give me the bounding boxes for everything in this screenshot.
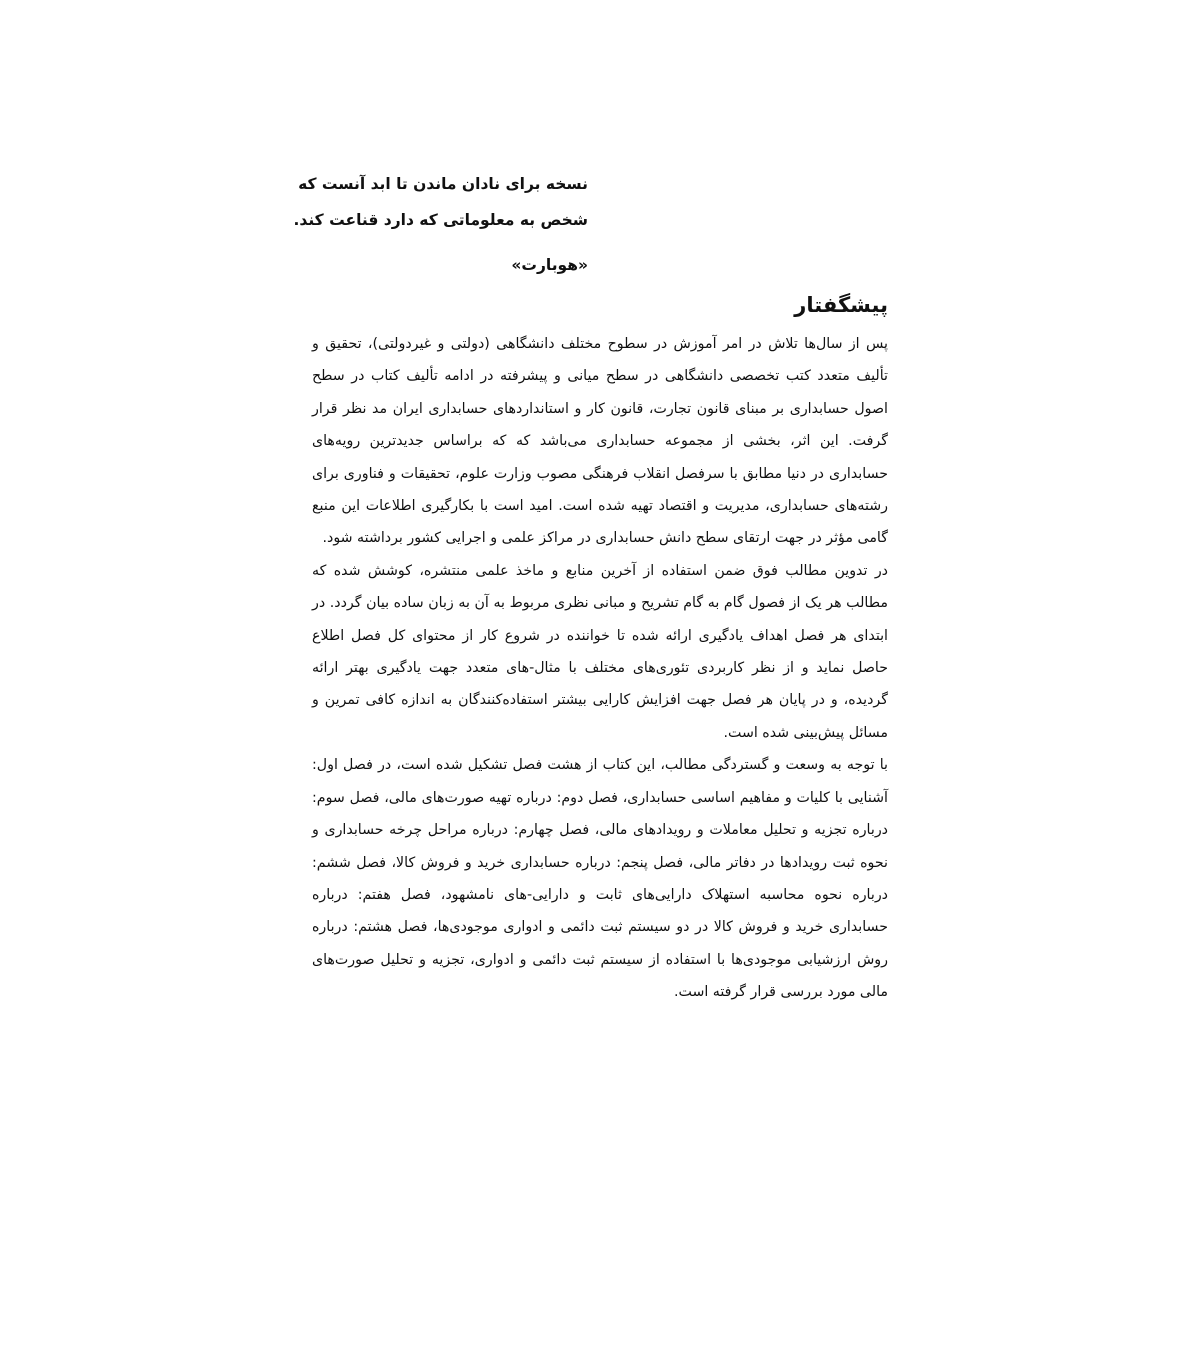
paragraph-3: با توجه به وسعت و گستردگی مطالب، این کتاب از هشت فصل تشکیل شده است، در فصل اول: آشنایی با کلیات و مفاهیم اساسی حسابداری، فصل دوم: درباره تهیه صورت‌های مالی، فصل سوم: درباره تجزیه و تحلیل معاملات و رویدادهای مالی، فصل چهارم: درباره مراحل چرخه حسابداری و نحوه ثبت رویدادها در دفاتر مالی، فصل پنجم: درباره حسابداری خرید و فروش کالا، فصل ششم: درباره نحوه محاسبه استهلاک دارایی‌های ثابت و دارایی-های نامشهود، فصل هفتم: درباره حسابداری خرید و فروش کالا در دو سیستم ثبت دائمی و ادواری موجودی‌ها، فصل هشتم: درباره روش ارزشیابی موجودی‌ها با استفاده از سیستم ثبت دائمی و ادواری، تجزیه و تحلیل صورت‌های مالی مورد بررسی قرار گرفته است. [312, 757, 888, 1001]
epigraph-quote [288, 166, 588, 280]
body-text [312, 328, 888, 1009]
epigraph-line-2: شخص به معلوماتی که دارد قناعت کند. [293, 211, 588, 229]
paragraph-1: پس از سال‌ها تلاش در امر آموزش در سطوح مختلف دانشگاهی (دولتی و غیردولتی)، تحقیق و تألیف متعدد کتب تخصصی دانشگاهی در سطح میانی و پیشرفته در ادامه تألیف کتاب در سطح اصول حسابداری بر مبنای قانون تجارت، قانون کار و استانداردهای حسابداری ایران مد نظر قرار گرفت. این اثر، بخشی از مجموعه حسابداری می‌باشد که که براساس جدیدترین رویه‌های حسابداری در دنیا مطابق با سرفصل انقلاب فرهنگی مصوب وزارت علوم، تحقیقات و فناوری برای رشته‌های حسابداری، مدیریت و اقتصاد تهیه شده است. امید است با بکارگیری اطلاعات این منبع گامی مؤثر در جهت ارتقای سطح دانش حسابداری در مراکز علمی و اجرایی کشور برداشته شود. [312, 336, 888, 547]
page-title: پیشگفتار [794, 293, 888, 317]
epigraph-line-1: نسخه برای نادان ماندن تا ابد آنست که [298, 175, 588, 193]
paragraph-2: در تدوین مطالب فوق ضمن استفاده از آخرین منابع و ماخذ علمی منتشره، کوشش شده که مطالب هر یک از فصول گام به گام تشریح و مبانی نظری مربوط به آن به زبان ساده بیان گردد. در ابتدای هر فصل اهداف یادگیری ارائه شده تا خواننده در شروع کار از محتوای کل فصل اطلاع حاصل نماید و از نظر کاربردی تئوری‌های مختلف با مثال-های متعدد جهت یادگیری بهتر ارائه گردیده، و در پایان هر فصل جهت افزایش کارایی بیشتر استفاده‌کنندگان به اندازه کافی تمرین و مسائل پیش‌بینی شده است. [312, 562, 888, 741]
epigraph-author: «هوبارت» [511, 256, 588, 274]
